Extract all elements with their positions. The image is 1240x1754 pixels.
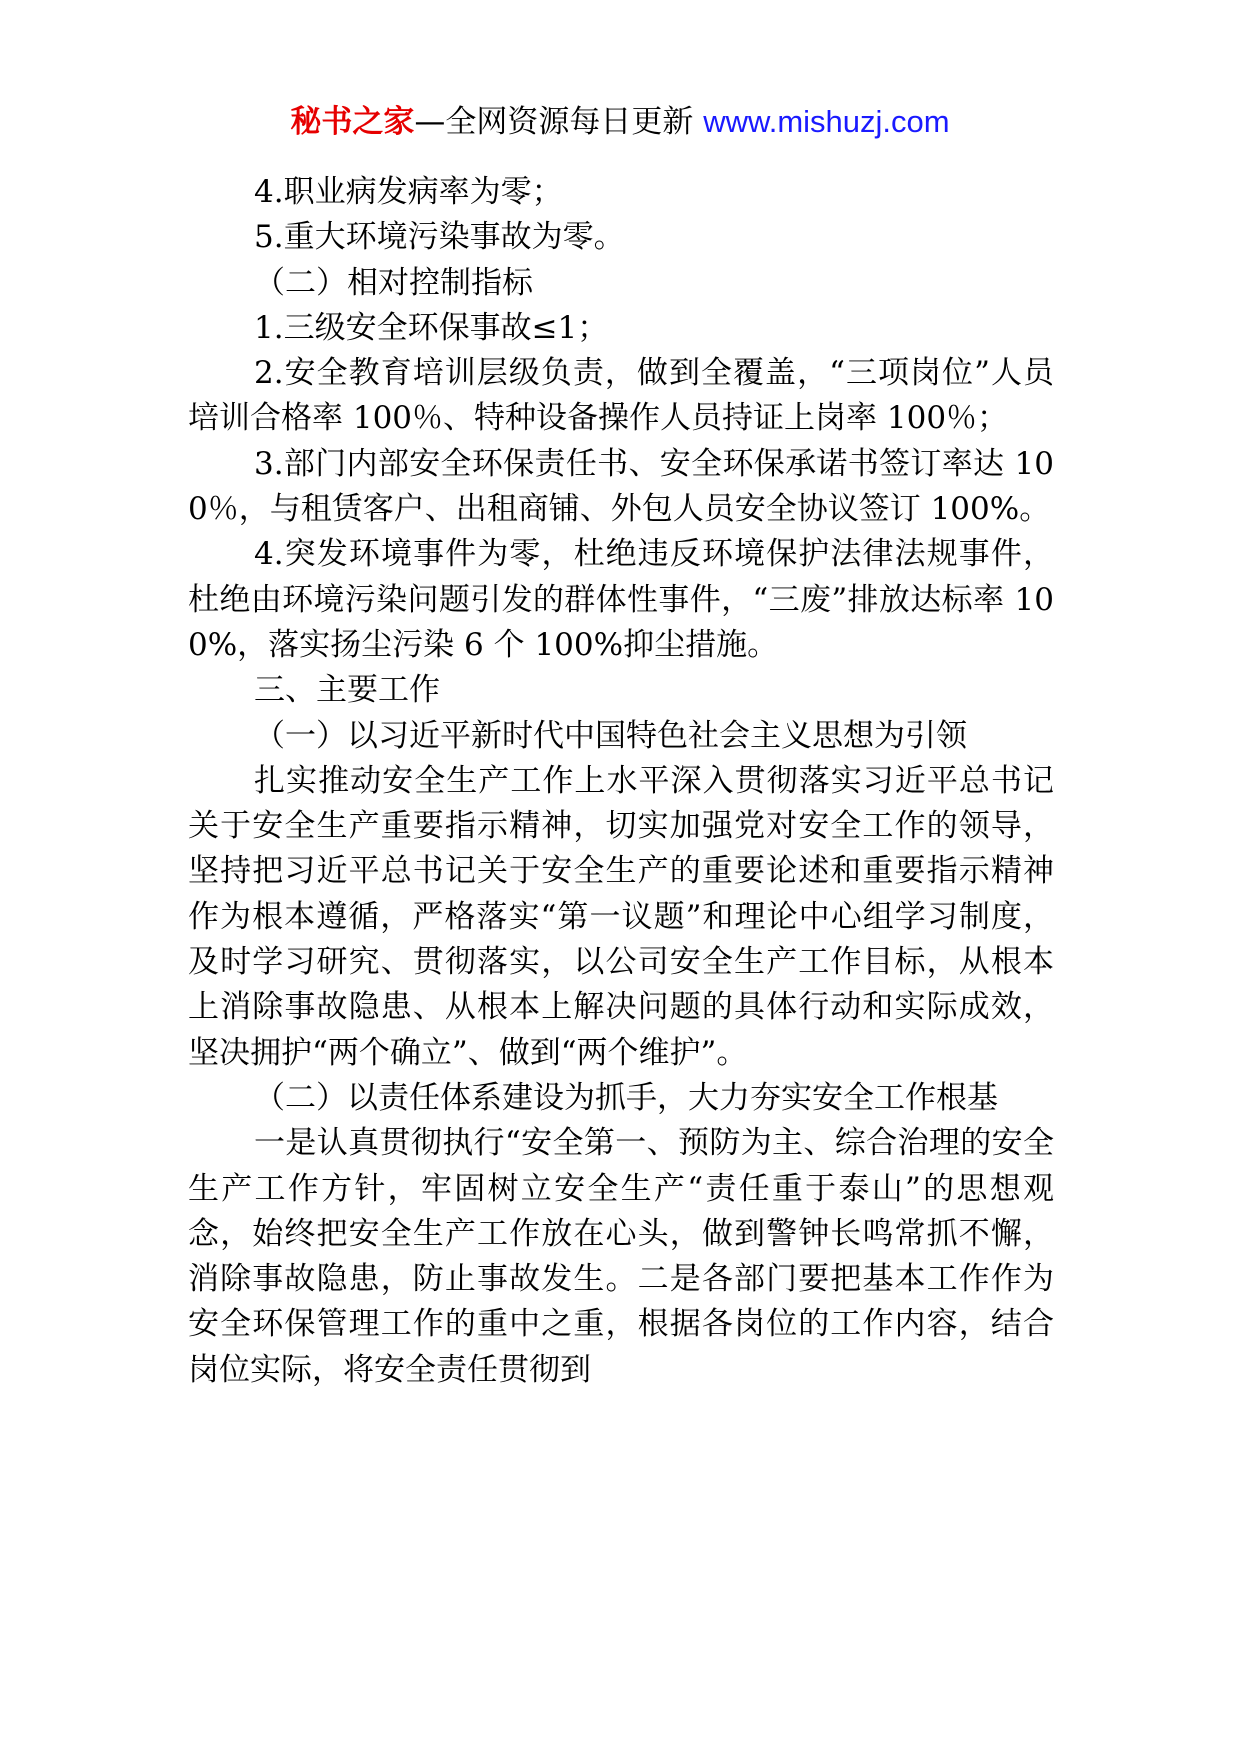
document-body [188,170,1054,1393]
subheading-work-1: （一）以习近平新时代中国特色社会主义思想为引领 [254,717,967,754]
paragraph-work-2: 一是认真贯彻执行“安全第一、预防为主、综合治理的安全生产工作方针，牢固树立安全生产“责任重于泰山”的思想观念，始终把安全生产工作放在心头，做到警钟长鸣常抓不懈，消除事故隐患，防止事故发生。二是各部门要把基本工作作为安全环保管理工作的重中之重，根据各岗位的工作内容，结合岗位实际，将安全责任贯彻到 [188,1125,1054,1388]
paragraph-relative-1: 1.三级安全环保事故≤1； [254,309,609,346]
section-heading-main-work: 三、主要工作 [254,672,440,709]
paragraph-relative-2: 2.安全教育培训层级负责，做到全覆盖，“三项岗位”人员培训合格率 100％、特种设备操作人员持证上岗率 100％； [188,355,1054,437]
site-brand: 秘书之家 [290,104,415,140]
page-header [0,100,1240,144]
subheading-work-2: （二）以责任体系建设为抓手，大力夯实安全工作根基 [254,1079,998,1116]
paragraph-indicator-4: 4.职业病发病率为零； [254,174,563,210]
site-url-link[interactable]: www.mishuzj.com [703,104,950,139]
site-tagline: —全网资源每日更新 [414,104,704,140]
paragraph-indicator-5: 5.重大环境污染事故为零。 [254,219,625,256]
paragraph-relative-3: 3.部门内部安全环保责任书、安全环保承诺书签订率达 100％，与租赁客户、出租商铺、外包人员安全协议签订 100%。 [188,445,1054,528]
paragraph-relative-4: 4.突发环境事件为零，杜绝违反环境保护法律法规事件，杜绝由环境污染问题引发的群体性事件，“三废”排放达标率 100%，落实扬尘污染 6 个 100%抑尘措施。 [188,536,1054,663]
section-heading-relative-indicators: （二）相对控制指标 [254,264,533,301]
paragraph-work-1: 扎实推动安全生产工作上水平深入贯彻落实习近平总书记关于安全生产重要指示精神，切实加强党对安全工作的领导，坚持把习近平总书记关于安全生产的重要论述和重要指示精神作为根本遵循，严格落实“第一议题”和理论中心组学习制度，及时学习研究、贯彻落实，以公司安全生产工作目标，从根本上消除事故隐患、从根本上解决问题的具体行动和实际成效，坚决拥护“两个确立”、做到“两个维护”。 [188,762,1054,1071]
